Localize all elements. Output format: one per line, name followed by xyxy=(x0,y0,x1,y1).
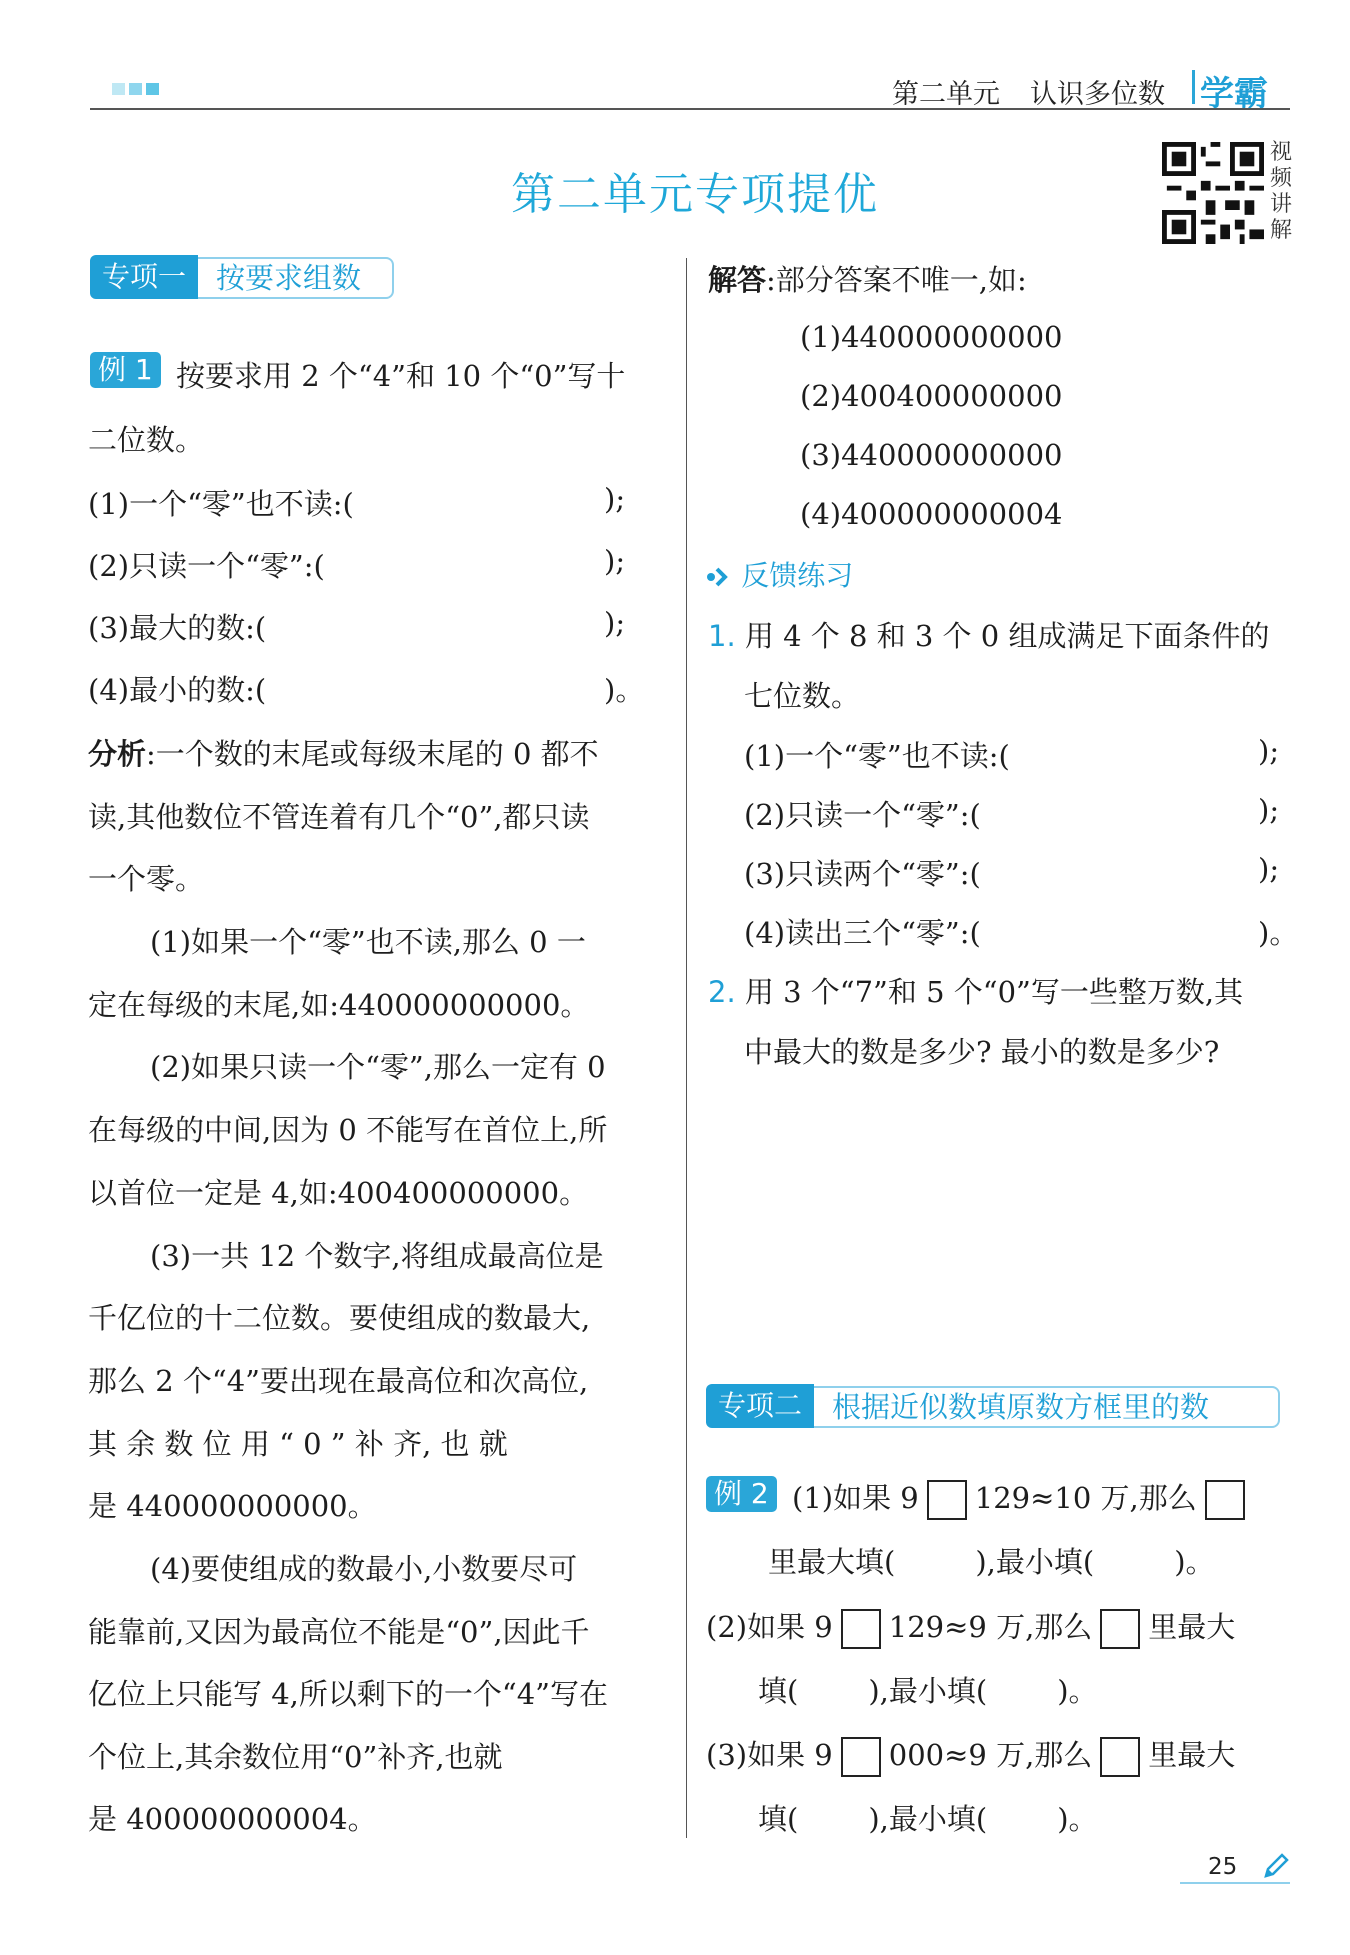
section-2-label: 专项二 xyxy=(706,1384,814,1428)
section-1-header xyxy=(90,255,394,299)
analysis-line: 能靠前,又因为最高位不能是“0”,因此千 xyxy=(88,1615,590,1649)
question-number: 2. xyxy=(708,975,736,1009)
answer-box[interactable] xyxy=(841,1737,881,1777)
answer-intro: :部分答案不唯一,如: xyxy=(766,263,1027,297)
example-2-text: (1)如果 9 xyxy=(792,1481,919,1515)
page-title: 第二单元专项提优 xyxy=(511,169,879,220)
qr-caption-char: 视 xyxy=(1270,140,1293,165)
analysis-text: :一个数的末尾或每级末尾的 0 都不 xyxy=(146,737,599,771)
example-1-item-end: ); xyxy=(604,606,626,640)
answer-item: (2)400400000000 xyxy=(800,379,1063,413)
header-rule xyxy=(90,108,1290,110)
analysis-line: 个位上,其余数位用“0”补齐,也就 xyxy=(88,1740,503,1774)
answer-box[interactable] xyxy=(841,1609,881,1649)
example-2-part-1 xyxy=(792,1476,1253,1520)
example-1-badge-text: 例 1 xyxy=(90,352,161,388)
feedback-q1-item: (4)读出三个“零”:( xyxy=(744,916,981,950)
example-2-part-2-cont xyxy=(758,1669,1098,1710)
feedback-q1-item: (2)只读一个“零”:( xyxy=(744,798,981,832)
example-1-item-end: )。 xyxy=(604,673,645,707)
feedback-q1-item-end: )。 xyxy=(1258,916,1299,950)
analysis-line xyxy=(88,732,599,773)
qr-caption-char: 频 xyxy=(1270,166,1293,191)
example-2-text: 里最大 xyxy=(1148,1738,1236,1772)
example-1-item-end: ); xyxy=(604,482,626,516)
question-text: 七位数。 xyxy=(744,679,861,713)
analysis-line: 定在每级的末尾,如:440000000000。 xyxy=(88,988,590,1022)
section-1-label: 专项一 xyxy=(90,255,198,299)
pencil-icon xyxy=(1262,1852,1290,1880)
example-2-text: (2)如果 9 xyxy=(706,1610,833,1644)
example-1-item: (2)只读一个“零”:( xyxy=(88,549,325,583)
double-chevron-icon xyxy=(706,566,732,588)
example-2-text: 129≈9 万,那么 xyxy=(888,1610,1093,1644)
answer-heading xyxy=(708,258,1027,299)
example-2-text: 000≈9 万,那么 xyxy=(888,1738,1093,1772)
example-2-text: 129≈10 万,那么 xyxy=(974,1481,1197,1515)
answer-label: 解答 xyxy=(708,263,767,297)
analysis-line: 亿位上只能写 4,所以剩下的一个“4”写在 xyxy=(88,1677,608,1711)
example-2-badge-text: 例 2 xyxy=(706,1476,777,1512)
answer-item: (1)440000000000 xyxy=(800,320,1063,354)
example-1-item: (3)最大的数:( xyxy=(88,611,267,645)
example-2-text: )。 xyxy=(1174,1545,1215,1579)
analysis-line: 是 440000000000。 xyxy=(88,1489,377,1523)
answer-box[interactable] xyxy=(1100,1609,1140,1649)
example-2-badge xyxy=(706,1476,777,1512)
example-2-part-3 xyxy=(706,1733,1235,1777)
footer-rule xyxy=(1180,1882,1290,1884)
column-divider xyxy=(686,258,687,1838)
question-text: 中最大的数是多少? 最小的数是多少? xyxy=(744,1035,1220,1069)
example-1-badge xyxy=(90,352,161,388)
example-1-text: 二位数。 xyxy=(88,423,205,457)
feedback-q1-item-end: ); xyxy=(1258,793,1280,827)
answer-box[interactable] xyxy=(1100,1737,1140,1777)
qr-code-icon[interactable] xyxy=(1162,142,1264,244)
feedback-heading xyxy=(706,554,853,594)
example-2-text: ),最小填( xyxy=(868,1802,988,1836)
analysis-line: 千亿位的十二位数。要使组成的数最大, xyxy=(88,1301,591,1335)
feedback-q1 xyxy=(708,614,1269,655)
section-2-name: 根据近似数填原数方框里的数 xyxy=(814,1386,1280,1428)
header-unit: 第二单元 xyxy=(892,79,1000,110)
example-2-part-3-cont xyxy=(758,1797,1098,1838)
page-number: 25 xyxy=(1208,1854,1238,1880)
feedback-q1-item-end: ); xyxy=(1258,734,1280,768)
example-2-part-2 xyxy=(706,1605,1235,1649)
example-2-text: ),最小填( xyxy=(975,1545,1095,1579)
example-2-text: ),最小填( xyxy=(868,1674,988,1708)
qr-caption-char: 讲 xyxy=(1270,192,1293,217)
feedback-q1-item-end: ); xyxy=(1258,852,1280,886)
header-topic: 认识多位数 xyxy=(1030,79,1165,110)
example-2-text: (3)如果 9 xyxy=(706,1738,833,1772)
analysis-line: (3)一共 12 个数字,将组成最高位是 xyxy=(150,1239,604,1273)
header-separator xyxy=(1192,70,1195,104)
analysis-line: 那么 2 个“4”要出现在最高位和次高位, xyxy=(88,1364,589,1398)
example-1-item: (1)一个“零”也不读:( xyxy=(88,487,354,521)
analysis-line: 读,其他数位不管连着有几个“0”,都只读 xyxy=(88,800,590,834)
example-1-item: (4)最小的数:( xyxy=(88,673,267,707)
header-decoration xyxy=(112,80,170,94)
analysis-line: (4)要使组成的数最小,小数要尽可 xyxy=(150,1552,578,1586)
analysis-line: (2)如果只读一个“零”,那么一定有 0 xyxy=(150,1050,606,1084)
answer-item: (3)440000000000 xyxy=(800,438,1063,472)
answer-box[interactable] xyxy=(1205,1480,1245,1520)
analysis-line: (1)如果一个“零”也不读,那么 0 一 xyxy=(150,925,586,959)
example-2-text: )。 xyxy=(1057,1674,1098,1708)
answer-box[interactable] xyxy=(927,1480,967,1520)
example-2-text: )。 xyxy=(1057,1802,1098,1836)
feedback-q2 xyxy=(708,970,1243,1011)
analysis-line: 其 余 数 位 用 “ 0 ” 补 齐, 也 就 xyxy=(88,1427,508,1461)
section-1-name: 按要求组数 xyxy=(198,257,394,299)
analysis-line: 在每级的中间,因为 0 不能写在首位上,所 xyxy=(88,1113,608,1147)
analysis-label: 分析 xyxy=(88,737,147,771)
qr-caption xyxy=(1270,140,1298,244)
example-2-text: 里最大 xyxy=(1148,1610,1236,1644)
question-text: 用 4 个 8 和 3 个 0 组成满足下面条件的 xyxy=(744,619,1270,653)
example-1-text: 按要求用 2 个“4”和 10 个“0”写十 xyxy=(176,359,626,393)
feedback-q1-item: (3)只读两个“零”:( xyxy=(744,857,981,891)
question-number: 1. xyxy=(708,619,736,653)
header-logo: 学霸 xyxy=(1200,74,1268,114)
example-1-item-end: ); xyxy=(604,544,626,578)
analysis-line: 一个零。 xyxy=(88,862,205,896)
feedback-label: 反馈练习 xyxy=(741,559,854,592)
feedback-q1-item: (1)一个“零”也不读:( xyxy=(744,739,1010,773)
qr-caption-char: 解 xyxy=(1270,218,1293,243)
question-text: 用 3 个“7”和 5 个“0”写一些整万数,其 xyxy=(744,975,1244,1009)
section-2-header xyxy=(706,1384,1280,1428)
analysis-line: 是 400000000004。 xyxy=(88,1802,377,1836)
analysis-line: 以首位一定是 4,如:400400000000。 xyxy=(88,1176,589,1210)
example-2-text: 填( xyxy=(758,1802,799,1836)
example-2-part-1-cont xyxy=(768,1540,1215,1581)
answer-item: (4)400000000004 xyxy=(800,497,1063,531)
example-2-text: 填( xyxy=(758,1674,799,1708)
example-2-text: 里最大填( xyxy=(768,1545,896,1579)
